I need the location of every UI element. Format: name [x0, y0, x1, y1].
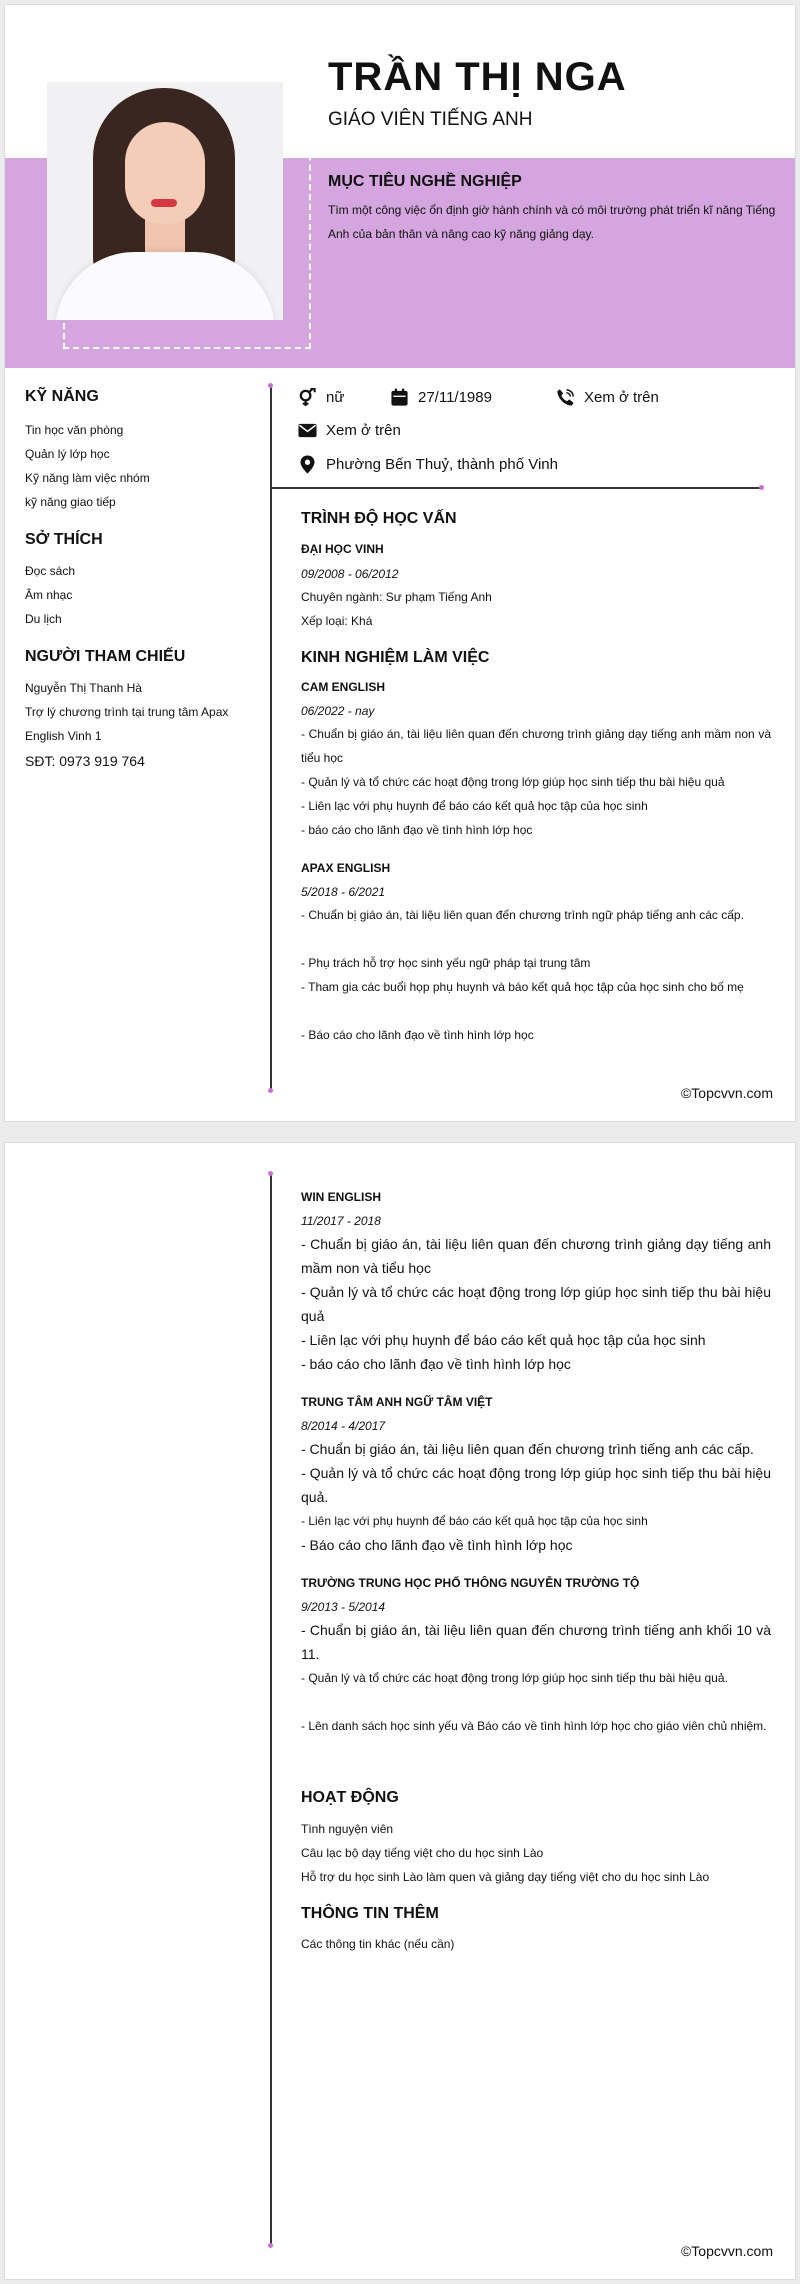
profile-photo: [47, 82, 283, 320]
job-task: - Tham gia các buổi họp phụ huynh và báo kết quả học tập của học sinh cho bố mẹ: [301, 980, 744, 994]
job-task: - Chuẩn bị giáo án, tài liệu liên quan đến chương trình tiếng anh khối 10 và 11.: [301, 1622, 771, 1662]
info-email: [298, 421, 401, 440]
job-company: CAM ENGLISH: [301, 680, 385, 694]
education-major: Chuyên ngành: Sư phạm Tiếng Anh: [301, 590, 492, 604]
education-school: ĐẠI HỌC VINH: [301, 542, 384, 556]
birthday-value: 27/11/1989: [418, 389, 492, 406]
timeline-dot: [268, 383, 273, 388]
job-task: - Quản lý và tổ chức các hoạt động trong lớp giúp học sinh tiếp thu bài hiệu quả: [301, 1284, 771, 1324]
hobby-item: Du lịch: [25, 612, 62, 626]
timeline-dot: [268, 2243, 273, 2248]
cv-page-1: [5, 5, 795, 1121]
job-task: - Liên lạc với phụ huynh để báo cáo kết quả học tập của học sinh: [301, 1332, 706, 1348]
activities-title: HOẠT ĐỘNG: [301, 1789, 399, 1806]
job-task: - Liên lạc với phụ huynh để báo cáo kết quả học tập của học sinh: [301, 799, 648, 813]
info-gender: [298, 388, 344, 407]
hobbies-title: SỞ THÍCH: [25, 531, 103, 548]
activity-item: Câu lạc bộ dạy tiếng việt cho du học sinh Lào: [301, 1846, 544, 1860]
info-divider-dot: [759, 485, 764, 490]
envelope-icon: [298, 421, 317, 440]
job-dates: 5/2018 - 6/2021: [301, 885, 386, 899]
reference-name: Nguyễn Thị Thanh Hà: [25, 681, 142, 695]
email-value: Xem ở trên: [326, 422, 401, 439]
address-value: Phường Bến Thuỷ, thành phố Vinh: [326, 456, 558, 473]
education-title: TRÌNH ĐỘ HỌC VẤN: [301, 510, 457, 527]
calendar-icon: [390, 388, 409, 407]
job-dates: 9/2013 - 5/2014: [301, 1600, 386, 1614]
job-task: - Quản lý và tổ chức các hoạt động trong lớp giúp học sinh tiếp thu bài hiệu quả: [301, 775, 725, 789]
gender-value: nữ: [326, 389, 345, 406]
job-task: - Lên danh sách học sinh yếu và Báo cáo về tình hình lớp học cho giáo viên chủ nhiệm.: [301, 1719, 767, 1733]
job-company: TRƯỜNG TRUNG HỌC PHỔ THÔNG NGUYỄN TRƯỜNG TỘ: [301, 1576, 640, 1590]
job-task: - Chuẩn bị giáo án, tài liệu liên quan đến chương trình ngữ pháp tiếng anh các cấp.: [301, 908, 744, 922]
gender-icon: [298, 388, 317, 407]
timeline-dot: [268, 1088, 273, 1093]
reference-position: English Vinh 1: [25, 729, 102, 743]
timeline-divider: [270, 385, 272, 1091]
job-task: - Báo cáo cho lãnh đạo về tình hình lớp học: [301, 1537, 573, 1553]
education-dates: 09/2008 - 06/2012: [301, 567, 399, 581]
phone-icon: [556, 388, 575, 407]
job-dates: 11/2017 - 2018: [301, 1214, 381, 1228]
skill-item: kỹ năng giao tiếp: [25, 495, 116, 509]
objective-title: MỤC TIÊU NGHỀ NGHIỆP: [328, 173, 522, 190]
job-task: - Liên lạc với phụ huynh để báo cáo kết quả học tập của học sinh: [301, 1514, 648, 1528]
extra-info-title: THÔNG TIN THÊM: [301, 1905, 439, 1922]
hobby-item: Âm nhạc: [25, 588, 73, 602]
candidate-name: TRẦN THỊ NGA: [328, 55, 627, 99]
job-task: - Quản lý và tổ chức các hoạt động trong lớp giúp học sinh tiếp thu bài hiệu quả.: [301, 1671, 728, 1685]
location-pin-icon: [298, 455, 317, 474]
extra-info-text: Các thông tin khác (nếu cần): [301, 1937, 455, 1951]
job-task: - báo cáo cho lãnh đạo về tình hình lớp học: [301, 1356, 571, 1372]
phone-value: Xem ở trên: [584, 389, 659, 406]
footer-brand: ©Topcvvn.com: [680, 1085, 773, 1101]
timeline-dot: [268, 1171, 273, 1176]
skill-item: Kỹ năng làm việc nhóm: [25, 471, 150, 485]
footer-brand: ©Topcvvn.com: [680, 2243, 773, 2259]
cv-page-2: [5, 1143, 795, 2279]
info-divider: [271, 487, 761, 489]
reference-position: Trợ lý chương trình tại trung tâm Apax: [25, 705, 229, 719]
hobby-item: Đọc sách: [25, 564, 76, 578]
job-task: - Chuẩn bị giáo án, tài liệu liên quan đến chương trình giảng dạy tiếng anh mầm non và tiểu học: [301, 727, 771, 765]
objective-text: Tìm một công việc ổn định giờ hành chính và có môi trường phát triển kĩ năng Tiếng Anh của bản thân và nâng cao kỹ năng giảng dạy.: [328, 203, 776, 241]
education-grade: Xếp loại: Khá: [301, 614, 373, 628]
candidate-role: GIÁO VIÊN TIẾNG ANH: [328, 109, 533, 130]
job-dates: 8/2014 - 4/2017: [301, 1419, 386, 1433]
job-company: TRUNG TÂM ANH NGỮ TÂM VIỆT: [301, 1395, 493, 1409]
skills-title: KỸ NĂNG: [25, 388, 99, 405]
timeline-divider: [270, 1173, 272, 2245]
activity-item: Tình nguyện viên: [301, 1822, 394, 1836]
job-dates: 06/2022 - nay: [301, 704, 375, 718]
reference-phone: SĐT: 0973 919 764: [25, 753, 145, 769]
job-task: - Quản lý và tổ chức các hoạt động trong lớp giúp học sinh tiếp thu bài hiệu quả.: [301, 1465, 771, 1505]
info-birthday: [390, 388, 492, 407]
skill-item: Quản lý lớp học: [25, 447, 110, 461]
job-task: - Chuẩn bị giáo án, tài liệu liên quan đến chương trình giảng dạy tiếng anh mầm non và tiểu học: [301, 1236, 771, 1276]
job-task: - Báo cáo cho lãnh đạo về tình hình lớp học: [301, 1028, 534, 1042]
skill-item: Tin học văn phòng: [25, 423, 124, 437]
job-task: - Chuẩn bị giáo án, tài liệu liên quan đến chương trình tiếng anh các cấp.: [301, 1441, 754, 1457]
job-company: APAX ENGLISH: [301, 861, 391, 875]
job-company: WIN ENGLISH: [301, 1190, 381, 1204]
info-address: [298, 455, 558, 474]
info-phone: [556, 388, 659, 407]
reference-title: NGƯỜI THAM CHIẾU: [25, 648, 186, 665]
experience-title: KINH NGHIỆM LÀM VIỆC: [301, 649, 490, 666]
job-task: - báo cáo cho lãnh đạo về tình hình lớp học: [301, 823, 533, 837]
activity-item: Hỗ trợ du học sinh Lào làm quen và giảng dạy tiếng việt cho du học sinh Lào: [301, 1870, 710, 1884]
job-task: - Phụ trách hỗ trợ học sinh yếu ngữ pháp tại trung tâm: [301, 956, 591, 970]
